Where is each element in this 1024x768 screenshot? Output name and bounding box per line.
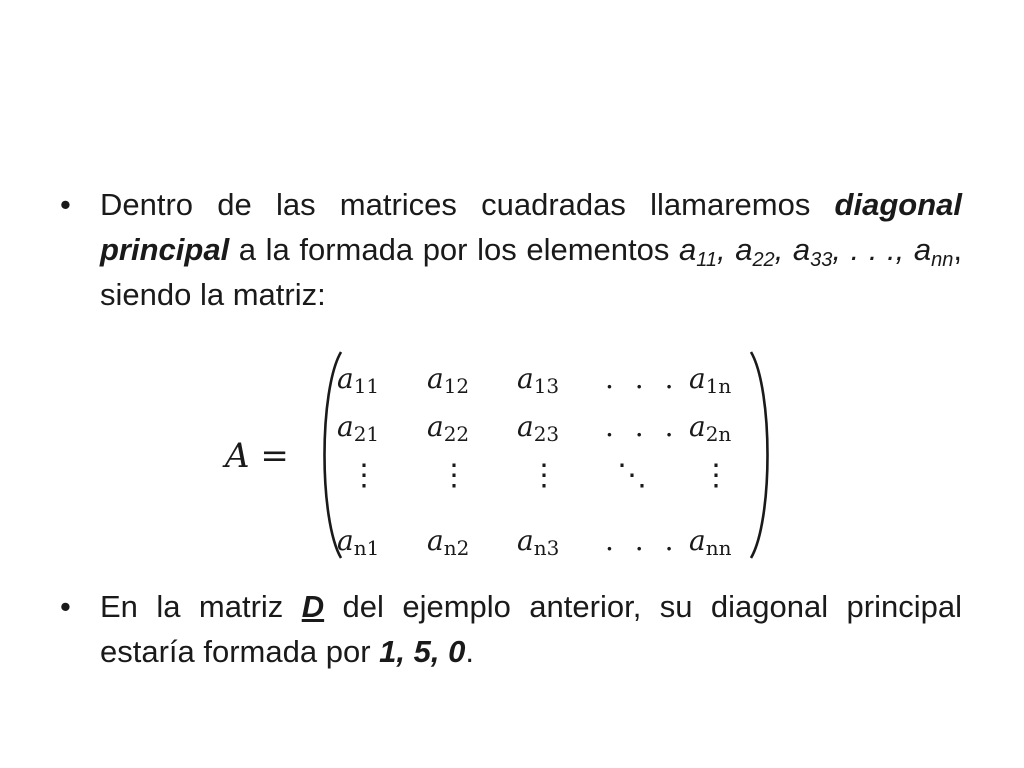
text-intro: En la matriz (100, 589, 302, 624)
separator: , . . ., (832, 232, 914, 267)
bullet-marker: • (60, 589, 71, 624)
bullet-example-d (60, 584, 962, 674)
matrix-entry: $a_{13}$ (517, 362, 560, 398)
matrix-entry: $a_{11}$ (337, 362, 380, 398)
matrix-entry: $a_{23}$ (517, 410, 560, 446)
matrix-entry: $a_{12}$ (427, 362, 470, 398)
matrix-d-label: D (301, 589, 325, 624)
matrix-cells (337, 356, 747, 560)
bullet-text (100, 584, 962, 674)
matrix-equation (225, 350, 785, 562)
matrix-dots: . . . (605, 524, 680, 557)
text-end: , siendo la matriz: (100, 232, 962, 312)
matrix-entry: $a_{n1}$ (337, 524, 380, 560)
element-a11: $a_{11}$ (678, 232, 717, 271)
matrix-name: A (225, 436, 250, 476)
matrix-entry: $a_{n2}$ (427, 524, 470, 560)
matrix-dots: ⋮ (701, 458, 737, 493)
term-diagonal-principal: diagonal principal (100, 187, 962, 267)
matrix-dots: . . . (605, 410, 680, 443)
bullet-text (100, 182, 962, 317)
matrix-entry: $a_{n3}$ (517, 524, 560, 560)
text-intro: Dentro de las matrices cuadradas llamaremos (100, 187, 835, 222)
matrix-dots: ⋮ (439, 458, 475, 493)
matrix-entry: $a_{nn}$ (689, 524, 732, 560)
element-a33: $a_{33}$ (792, 232, 833, 271)
matrix-dots: ⋮ (349, 458, 385, 493)
matrix-entry: $a_{22}$ (427, 410, 470, 446)
text-end: . (465, 634, 474, 669)
matrix-entry: $a_{2n}$ (689, 410, 732, 446)
element-ann: $a_{nn}$ (913, 232, 954, 271)
bullet-diagonal-definition (60, 182, 962, 317)
matrix-dots: ⋱ (617, 458, 653, 493)
right-parenthesis (747, 350, 777, 560)
equals-sign: = (249, 436, 289, 476)
matrix-entry: $a_{1n}$ (689, 362, 732, 398)
matrix-entry: $a_{21}$ (337, 410, 380, 446)
text-middle: del ejemplo anterior, su diagonal principal estaría formada por (100, 589, 962, 669)
element-a22: $a_{22}$ (735, 232, 775, 271)
separator: , (774, 232, 793, 267)
separator: , (716, 232, 736, 267)
matrix-dots: ⋮ (529, 458, 565, 493)
matrix-dots: . . . (605, 362, 680, 395)
diagonal-values: 1, 5, 0 (379, 634, 466, 669)
text-middle: a la formada por los elementos (229, 232, 679, 267)
matrix-lhs (225, 436, 289, 476)
bullet-marker: • (60, 187, 71, 222)
